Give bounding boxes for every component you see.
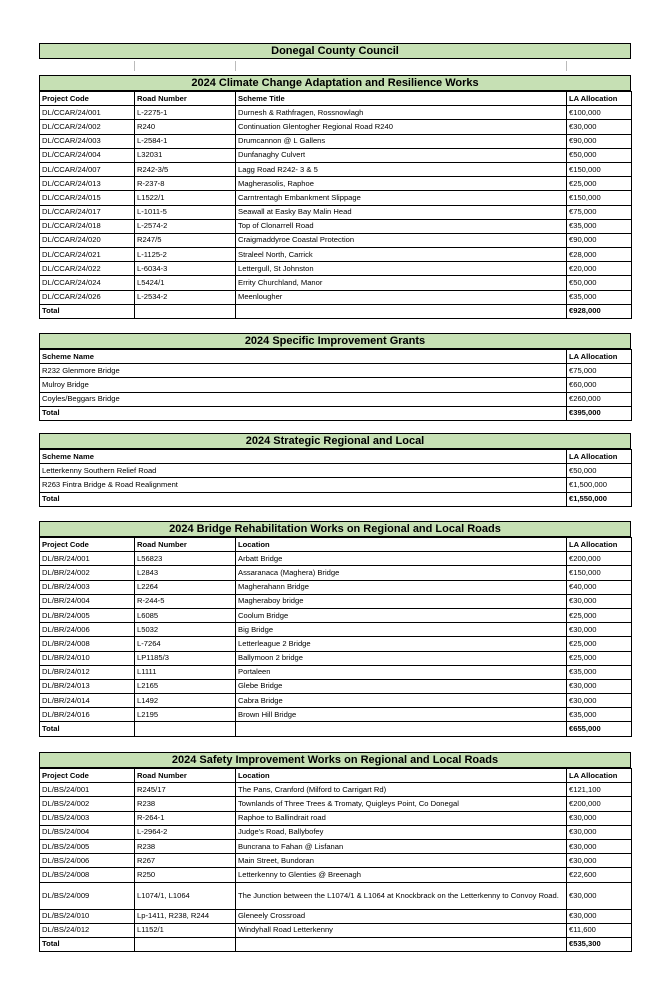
table-header-row	[40, 92, 632, 106]
spacer-row	[39, 320, 631, 330]
table-cell: DL/CCAR/24/024	[40, 276, 135, 290]
table-cell: €40,000	[567, 580, 632, 594]
total-label: Total	[40, 304, 135, 318]
table-cell: Lp-1411, R238, R244	[135, 909, 236, 923]
spacer-row	[39, 507, 631, 517]
table-cell: Big Bridge	[236, 623, 567, 637]
table-cell: €90,000	[567, 233, 632, 247]
table-cell: €30,000	[567, 839, 632, 853]
table-cell: Magherasolis, Raphoe	[236, 177, 567, 191]
table-cell: R250	[135, 868, 236, 882]
table-row	[40, 248, 632, 262]
table-row	[40, 854, 632, 868]
table-cell: Brown Hill Bridge	[236, 708, 567, 722]
table-row	[40, 608, 632, 622]
table-row	[40, 364, 632, 378]
table-row	[40, 191, 632, 205]
table-row	[40, 177, 632, 191]
table-cell: DL/CCAR/24/001	[40, 106, 135, 120]
section-heading: 2024 Bridge Rehabilitation Works on Regional and Local Roads	[39, 521, 631, 537]
section-heading: 2024 Strategic Regional and Local	[39, 433, 631, 449]
table-header-row	[40, 350, 632, 364]
total-value: €655,000	[567, 722, 632, 736]
table-cell: Magherahann Bridge	[236, 580, 567, 594]
table-cell: €60,000	[567, 378, 632, 392]
column-header: Project Code	[40, 538, 135, 552]
table-cell: Top of Clonarrell Road	[236, 219, 567, 233]
table-row	[40, 392, 632, 406]
total-value: €535,300	[567, 937, 632, 951]
table-cell: R240	[135, 120, 236, 134]
table-cell: Portaleen	[236, 665, 567, 679]
table-cell: The Junction between the L1074/1 & L1064 at Knockbrack on the Letterkenny to Convoy Road.	[236, 882, 567, 909]
total-value: €395,000	[567, 406, 632, 420]
table-cell: Continuation Glentogher Regional Road R240	[236, 120, 567, 134]
spacer-row	[39, 738, 631, 748]
empty-cell	[135, 304, 236, 318]
table-cell: Coolum Bridge	[236, 608, 567, 622]
table-cell: €30,000	[567, 854, 632, 868]
table-row	[40, 464, 632, 478]
table-cell: Dunfanaghy Culvert	[236, 148, 567, 162]
table-cell: €25,000	[567, 651, 632, 665]
table-cell: Glebe Bridge	[236, 679, 567, 693]
table-cell: L-2574-2	[135, 219, 236, 233]
total-label: Total	[40, 722, 135, 736]
table-cell: DL/CCAR/24/004	[40, 148, 135, 162]
table-cell: L2195	[135, 708, 236, 722]
table-cell: R-264-1	[135, 811, 236, 825]
section-srl	[39, 433, 631, 507]
table-cell: €150,000	[567, 191, 632, 205]
table-cell: DL/BR/24/014	[40, 694, 135, 708]
column-header: Location	[236, 538, 567, 552]
table-cell: L1111	[135, 665, 236, 679]
table-cell: €20,000	[567, 262, 632, 276]
section-sig	[39, 333, 631, 421]
table-header-row	[40, 450, 632, 464]
table-cell: DL/BR/24/008	[40, 637, 135, 651]
table-cell: The Pans, Cranford (Milford to Carrigart Rd)	[236, 783, 567, 797]
table-cell: DL/BS/24/004	[40, 825, 135, 839]
table-cell: R245/17	[135, 783, 236, 797]
table-cell: €30,000	[567, 909, 632, 923]
table-cell: Main Street, Bundoran	[236, 854, 567, 868]
total-value: €928,000	[567, 304, 632, 318]
column-header: Project Code	[40, 769, 135, 783]
total-row	[40, 492, 632, 506]
bs-table	[39, 768, 632, 952]
table-cell: L1074/1, L1064	[135, 882, 236, 909]
table-cell: DL/BR/24/004	[40, 594, 135, 608]
table-cell: DL/CCAR/24/021	[40, 248, 135, 262]
table-cell: Buncrana to Fahan @ Lisfanan	[236, 839, 567, 853]
table-cell: DL/CCAR/24/018	[40, 219, 135, 233]
table-cell: €150,000	[567, 566, 632, 580]
table-cell: €90,000	[567, 134, 632, 148]
table-cell: DL/CCAR/24/003	[40, 134, 135, 148]
council-title: Donegal County Council	[39, 43, 631, 59]
table-row	[40, 134, 632, 148]
table-cell: €200,000	[567, 552, 632, 566]
section-ccar	[39, 75, 631, 319]
section-heading: 2024 Specific Improvement Grants	[39, 333, 631, 349]
table-header-row	[40, 538, 632, 552]
table-cell: €35,000	[567, 219, 632, 233]
table-cell: DL/BS/24/006	[40, 854, 135, 868]
table-cell: Coyles/Beggars Bridge	[40, 392, 567, 406]
table-cell: L2264	[135, 580, 236, 594]
column-header: LA Allocation	[567, 92, 632, 106]
table-cell: Errity Churchland, Manor	[236, 276, 567, 290]
table-cell: L32031	[135, 148, 236, 162]
table-cell: DL/BS/24/009	[40, 882, 135, 909]
column-header: LA Allocation	[567, 450, 632, 464]
table-cell: Seawall at Easky Bay Malin Head	[236, 205, 567, 219]
table-row	[40, 552, 632, 566]
table-cell: €30,000	[567, 825, 632, 839]
column-header: Scheme Name	[40, 450, 567, 464]
table-cell: €30,000	[567, 594, 632, 608]
empty-cell	[135, 722, 236, 736]
table-cell: R232 Glenmore Bridge	[40, 364, 567, 378]
table-cell: Magheraboy bridge	[236, 594, 567, 608]
table-row	[40, 651, 632, 665]
column-header: Scheme Name	[40, 350, 567, 364]
table-cell: €35,000	[567, 665, 632, 679]
section-br	[39, 521, 631, 737]
sig-table	[39, 349, 632, 421]
table-cell: DL/CCAR/24/020	[40, 233, 135, 247]
table-cell: €30,000	[567, 811, 632, 825]
table-cell: DL/CCAR/24/013	[40, 177, 135, 191]
table-cell: €30,000	[567, 623, 632, 637]
table-cell: Ballymoon 2 bridge	[236, 651, 567, 665]
table-cell: L2165	[135, 679, 236, 693]
table-row	[40, 797, 632, 811]
table-cell: DL/BR/24/010	[40, 651, 135, 665]
table-row	[40, 580, 632, 594]
table-cell: €30,000	[567, 694, 632, 708]
table-cell: Durnesh & Rathfragen, Rossnowlagh	[236, 106, 567, 120]
table-cell: €75,000	[567, 205, 632, 219]
table-cell: Letterkenny Southern Relief Road	[40, 464, 567, 478]
table-cell: DL/BR/24/016	[40, 708, 135, 722]
table-row	[40, 106, 632, 120]
table-cell: Mulroy Bridge	[40, 378, 567, 392]
table-cell: Townlands of Three Trees & Tromaty, Quigleys Point, Co Donegal	[236, 797, 567, 811]
table-row	[40, 162, 632, 176]
column-header: LA Allocation	[567, 350, 632, 364]
table-cell: Straleel North, Carrick	[236, 248, 567, 262]
table-cell: €11,600	[567, 923, 632, 937]
table-cell: Carntrentagh Embankment Slippage	[236, 191, 567, 205]
table-cell: €25,000	[567, 177, 632, 191]
table-row	[40, 708, 632, 722]
column-header: Road Number	[135, 538, 236, 552]
table-cell: DL/CCAR/24/007	[40, 162, 135, 176]
column-header: Scheme Title	[236, 92, 567, 106]
table-cell: €1,500,000	[567, 478, 632, 492]
table-cell: DL/CCAR/24/017	[40, 205, 135, 219]
table-cell: R238	[135, 839, 236, 853]
table-cell: Cabra Bridge	[236, 694, 567, 708]
table-cell: €25,000	[567, 637, 632, 651]
table-cell: L6085	[135, 608, 236, 622]
table-cell: DL/BS/24/005	[40, 839, 135, 853]
table-cell: DL/BR/24/001	[40, 552, 135, 566]
section-heading: 2024 Safety Improvement Works on Regional and Local Roads	[39, 752, 631, 768]
table-cell: L1522/1	[135, 191, 236, 205]
table-cell: DL/CCAR/24/026	[40, 290, 135, 304]
table-row	[40, 566, 632, 580]
table-cell: €121,100	[567, 783, 632, 797]
table-cell: €22,600	[567, 868, 632, 882]
table-cell: R242-3/5	[135, 162, 236, 176]
table-cell: DL/BR/24/012	[40, 665, 135, 679]
total-row	[40, 304, 632, 318]
empty-cell	[236, 937, 567, 951]
br-table	[39, 537, 632, 737]
table-cell: L1152/1	[135, 923, 236, 937]
table-row	[40, 276, 632, 290]
table-row	[40, 825, 632, 839]
table-row	[40, 839, 632, 853]
table-cell: Lagg Road R242- 3 & 5	[236, 162, 567, 176]
empty-cell	[236, 304, 567, 318]
table-cell: DL/BR/24/003	[40, 580, 135, 594]
total-row	[40, 406, 632, 420]
table-cell: L-2534-2	[135, 290, 236, 304]
spacer-row	[39, 61, 631, 71]
table-cell: DL/BS/24/012	[40, 923, 135, 937]
table-cell: L56823	[135, 552, 236, 566]
table-cell: DL/CCAR/24/002	[40, 120, 135, 134]
table-cell: €50,000	[567, 464, 632, 478]
table-cell: €30,000	[567, 882, 632, 909]
section-bs	[39, 752, 631, 952]
table-cell: R263 Fintra Bridge & Road Realignment	[40, 478, 567, 492]
table-cell: Letterkenny to Glenties @ Breenagh	[236, 868, 567, 882]
table-row	[40, 478, 632, 492]
table-row	[40, 233, 632, 247]
table-cell: Craigmaddyroe Coastal Protection	[236, 233, 567, 247]
table-row	[40, 811, 632, 825]
table-row	[40, 148, 632, 162]
table-cell: L-6034-3	[135, 262, 236, 276]
table-row	[40, 378, 632, 392]
table-cell: DL/BS/24/002	[40, 797, 135, 811]
table-cell: L-2275-1	[135, 106, 236, 120]
total-row	[40, 722, 632, 736]
table-row	[40, 120, 632, 134]
table-cell: €100,000	[567, 106, 632, 120]
table-cell: L5032	[135, 623, 236, 637]
column-header: LA Allocation	[567, 538, 632, 552]
table-cell: Lettergull, St Johnston	[236, 262, 567, 276]
table-cell: €50,000	[567, 148, 632, 162]
table-cell: DL/BS/24/008	[40, 868, 135, 882]
column-header: Location	[236, 769, 567, 783]
table-cell: €25,000	[567, 608, 632, 622]
table-cell: DL/BR/24/002	[40, 566, 135, 580]
table-row	[40, 290, 632, 304]
table-cell: Windyhall Road Letterkenny	[236, 923, 567, 937]
table-header-row	[40, 769, 632, 783]
table-row	[40, 594, 632, 608]
table-row	[40, 665, 632, 679]
srl-table	[39, 449, 632, 507]
table-cell: DL/CCAR/24/022	[40, 262, 135, 276]
table-cell: €35,000	[567, 708, 632, 722]
table-row	[40, 262, 632, 276]
table-cell: Raphoe to Ballindrait road	[236, 811, 567, 825]
spacer-row	[39, 421, 631, 431]
table-cell: DL/BS/24/003	[40, 811, 135, 825]
table-cell: €50,000	[567, 276, 632, 290]
table-cell: L-7264	[135, 637, 236, 651]
total-label: Total	[40, 937, 135, 951]
total-label: Total	[40, 492, 567, 506]
table-cell: L-2964-2	[135, 825, 236, 839]
column-header: Project Code	[40, 92, 135, 106]
table-cell: €200,000	[567, 797, 632, 811]
table-cell: L-1125-2	[135, 248, 236, 262]
table-row	[40, 679, 632, 693]
table-cell: R247/5	[135, 233, 236, 247]
table-cell: DL/BR/24/006	[40, 623, 135, 637]
column-header: Road Number	[135, 92, 236, 106]
table-row	[40, 694, 632, 708]
total-value: €1,550,000	[567, 492, 632, 506]
table-cell: Arbatt Bridge	[236, 552, 567, 566]
table-cell: L5424/1	[135, 276, 236, 290]
table-cell: DL/CCAR/24/015	[40, 191, 135, 205]
empty-cell	[135, 937, 236, 951]
table-cell: €30,000	[567, 679, 632, 693]
table-cell: R267	[135, 854, 236, 868]
table-cell: Judge's Road, Ballybofey	[236, 825, 567, 839]
column-header: LA Allocation	[567, 769, 632, 783]
table-cell: €75,000	[567, 364, 632, 378]
table-row	[40, 623, 632, 637]
table-cell: €35,000	[567, 290, 632, 304]
column-header: Road Number	[135, 769, 236, 783]
table-cell: DL/BS/24/010	[40, 909, 135, 923]
table-row	[40, 909, 632, 923]
table-row	[40, 783, 632, 797]
table-cell: DL/BR/24/005	[40, 608, 135, 622]
table-cell: L-2584-1	[135, 134, 236, 148]
table-cell: Gleneely Crossroad	[236, 909, 567, 923]
table-cell: €150,000	[567, 162, 632, 176]
table-cell: L2843	[135, 566, 236, 580]
table-cell: L-1011-5	[135, 205, 236, 219]
ccar-table	[39, 91, 632, 319]
table-row	[40, 219, 632, 233]
table-cell: DL/BR/24/013	[40, 679, 135, 693]
table-cell: LP1185/3	[135, 651, 236, 665]
table-row	[40, 637, 632, 651]
table-cell: L1492	[135, 694, 236, 708]
table-cell: DL/BS/24/001	[40, 783, 135, 797]
total-label: Total	[40, 406, 567, 420]
table-cell: R-244-5	[135, 594, 236, 608]
total-row	[40, 937, 632, 951]
table-cell: Meenlougher	[236, 290, 567, 304]
table-cell: R-237-8	[135, 177, 236, 191]
table-cell: €30,000	[567, 120, 632, 134]
table-cell: €28,000	[567, 248, 632, 262]
section-heading: 2024 Climate Change Adaptation and Resilience Works	[39, 75, 631, 91]
table-row	[40, 923, 632, 937]
table-cell: Assaranaca (Maghera) Bridge	[236, 566, 567, 580]
empty-cell	[236, 722, 567, 736]
table-cell: R238	[135, 797, 236, 811]
table-row	[40, 205, 632, 219]
table-cell: Drumcannon @ L Gallens	[236, 134, 567, 148]
table-cell: Letterleague 2 Bridge	[236, 637, 567, 651]
table-row	[40, 868, 632, 882]
table-row	[40, 882, 632, 909]
table-cell: €260,000	[567, 392, 632, 406]
